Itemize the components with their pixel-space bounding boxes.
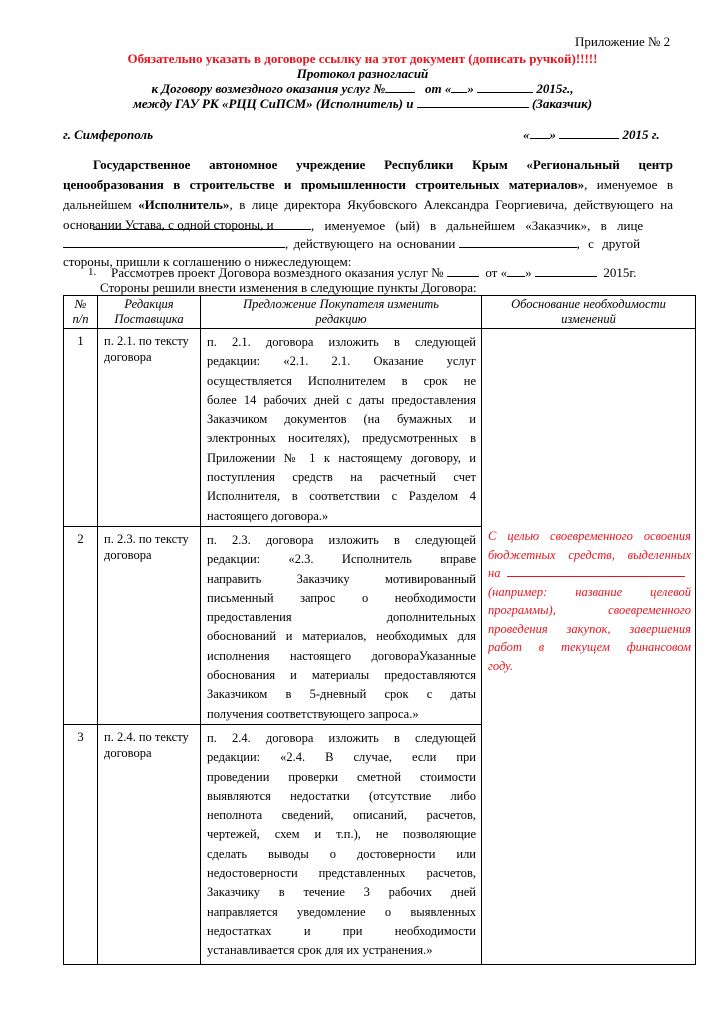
- reason-line-prefix: на: [488, 566, 501, 580]
- proposal-line: предоставления дополнительных: [207, 610, 476, 625]
- proposal-line: электронных носителях), предусмотренных в: [207, 431, 476, 446]
- proposal-line: направляется уведомление о выявленных: [207, 904, 476, 919]
- customer-org-blank: [93, 219, 311, 230]
- proposal-line: получения соответствующего запроса.»: [207, 706, 419, 721]
- proposal-line: недостатках и при необходимости: [207, 923, 476, 938]
- reason-line: программы), своевременного: [488, 603, 691, 617]
- document-title: Протокол разногласий: [296, 66, 429, 81]
- document-subtitle-1: [0, 81, 725, 97]
- row-redaction: п. 2.1. по тексту договора: [98, 329, 201, 527]
- table-header-row: [64, 296, 696, 329]
- contract-number-blank: [385, 82, 415, 93]
- item-month-blank: [535, 266, 597, 277]
- item-line-2: Стороны решили внести изменения в следующие пункты Договора:: [100, 280, 477, 295]
- contract-month-blank: [477, 82, 533, 93]
- budget-target-blank: [507, 566, 685, 577]
- reason-line: [488, 564, 691, 583]
- proposal-line: редакции: «2.3. Исполнитель вправе: [207, 552, 476, 567]
- reason-line: бюджетных средств, выделенных: [488, 547, 691, 562]
- representative-blank: [63, 237, 285, 248]
- intro-line-7: стороны, пришли к соглашению о нижеследующем:: [63, 254, 352, 269]
- subtitle-2-part-a: между ГАУ РК «РЦЦ СиПСМ» (Исполнитель) и: [132, 96, 414, 111]
- row-redaction: п. 2.4. по тексту договора: [98, 724, 201, 964]
- item-text: [111, 265, 636, 281]
- proposal-line: исполнения настоящего договораУказанные: [207, 648, 476, 663]
- subtitle-1-part-c: »: [467, 81, 474, 96]
- customer-name-blank: [417, 97, 529, 108]
- row-proposal-text: [201, 724, 482, 964]
- subtitle-1-part-d: 2015г.,: [536, 81, 574, 96]
- date-part-b: »: [549, 127, 556, 142]
- subtitle-2-part-b: (Заказчик): [531, 96, 593, 111]
- item-text-c: »: [525, 265, 532, 280]
- item-number: 1.: [88, 266, 97, 278]
- proposal-line: редакции: «2.1. 2.1. Оказание услуг: [207, 354, 476, 369]
- proposal-line: недостоверности представленных расчетов,: [207, 866, 476, 881]
- proposal-line: поступления средств на расчетный счет: [207, 470, 476, 485]
- item-text-d: 2015г.: [603, 265, 637, 280]
- intro-line-5-text: , именуемое (ый) в дальнейшем «Заказчик», в лице: [311, 218, 644, 233]
- proposal-line: проведении проверки сметной стоимости: [207, 769, 476, 784]
- proposal-line: чертежей, схем и т.п.), не позволяющие: [207, 827, 476, 842]
- date-part-c: 2015 г.: [622, 127, 660, 142]
- basis-document-blank: [459, 237, 577, 248]
- signing-date: [523, 127, 660, 143]
- contract-day-blank: [451, 82, 467, 93]
- proposal-line: Заказчику в течение 3 рабочих дней: [207, 885, 476, 900]
- reason-line: (например: название целевой: [488, 584, 691, 599]
- header-reason: Обоснование необходимости изменений: [482, 296, 696, 329]
- intro-line-3-b: , в лице директора Якубовского Александра Георгиевича, действующего на: [229, 197, 673, 212]
- intro-line-2-bold: ценообразования в строительстве и промышленности строительных материалов»: [63, 177, 585, 192]
- row-redaction: п. 2.3. по тексту договора: [98, 526, 201, 724]
- intro-line-5: [93, 218, 643, 234]
- reason-line: проведения закупок, завершения: [488, 621, 691, 636]
- proposal-line: редакции: «2.4. В случае, если при: [207, 750, 476, 765]
- appendix-label: Приложение № 2: [575, 34, 671, 49]
- proposal-line: Приложении № 1 к настоящему договору, и: [207, 450, 476, 465]
- row-proposal-text: [201, 329, 482, 527]
- item-text-b: от «: [485, 265, 508, 280]
- changes-table: [63, 295, 696, 965]
- item-text-a: Рассмотрев проект Договора возмездного оказания услуг №: [111, 265, 444, 280]
- intro-line-3-a: дальнейшем: [63, 197, 139, 212]
- header-num: № п/п: [64, 296, 98, 329]
- subtitle-1-part-a: к Договору возмездного оказания услуг №: [151, 81, 386, 96]
- proposal-line: Заказчиком в 5-дневный срок с даты: [207, 687, 476, 702]
- proposal-line: обоснований и материалов, необходимых для: [207, 629, 476, 644]
- proposal-line: выявляются недостатки (отсутствие либо: [207, 788, 476, 803]
- proposal-line: письменный запрос о необходимости: [207, 590, 476, 605]
- proposal-line: осуществляется Исполнителем в срок не: [207, 373, 476, 388]
- intro-line-3-bold: «Исполнитель»: [138, 197, 230, 212]
- row-number: 2: [64, 526, 98, 724]
- proposal-line: настоящего договора.»: [207, 508, 329, 523]
- header-supplier: Редакция Поставщика: [98, 296, 201, 329]
- subtitle-1-part-b: от «: [425, 81, 452, 96]
- proposal-line: Исполнителя, в соответствии с Разделом 4: [207, 489, 476, 504]
- document-subtitle-2: [0, 96, 725, 112]
- intro-line-1: Государственное автономное учреждение Республики Крым «Региональный центр: [93, 157, 673, 172]
- intro-line-6: [63, 236, 640, 252]
- date-part-a: «: [523, 127, 530, 142]
- item-contract-number-blank: [447, 266, 479, 277]
- proposal-line: сделать выводы о достоверности или: [207, 846, 476, 861]
- proposal-line: обоснования и материалы предоставляются: [207, 668, 476, 683]
- proposal-line: направить Заказчику мотивированный: [207, 571, 476, 586]
- reason-cell: [482, 329, 696, 965]
- warning-note: Обязательно указать в договоре ссылку на этот документ (дописать ручкой)!!!!!: [127, 51, 598, 66]
- reason-line: С целью своевременного освоения: [488, 529, 691, 543]
- intro-line-2: [63, 175, 673, 195]
- date-day-blank: [530, 128, 550, 139]
- reason-line: году.: [488, 658, 514, 673]
- proposal-line: п. 2.3. договора изложить в следующей: [207, 532, 476, 547]
- row-proposal-text: [201, 526, 482, 724]
- proposal-line: неполнота сведений, описаний, расчетов,: [207, 808, 476, 823]
- intro-line-2-rest: , именуемое в: [584, 177, 673, 192]
- intro-line-4: основании Устава, с одной стороны, и: [63, 217, 274, 232]
- proposal-line: Заказчиком документов (на бумажных и: [207, 412, 476, 427]
- proposal-line: более 14 рабочих дней с даты предоставления: [207, 392, 476, 407]
- table-row: [64, 329, 696, 527]
- intro-line-3: [63, 195, 673, 215]
- date-month-blank: [559, 128, 619, 139]
- row-number: 1: [64, 329, 98, 527]
- intro-line-6-b: , с другой: [576, 236, 641, 251]
- reason-line: работ в текущем финансовом: [488, 640, 691, 654]
- intro-line-6-a: , действующего на основании: [285, 236, 456, 251]
- proposal-line: п. 2.4. договора изложить в следующей: [207, 730, 476, 745]
- row-number: 3: [64, 724, 98, 964]
- header-proposal: Предложение Покупателя изменить редакцию: [201, 296, 482, 329]
- item-day-blank: [507, 266, 525, 277]
- proposal-line: устанавливается срок для их устранения.»: [207, 943, 433, 958]
- proposal-line: п. 2.1. договора изложить в следующей: [207, 335, 476, 349]
- city-label: г. Симферополь: [63, 127, 154, 142]
